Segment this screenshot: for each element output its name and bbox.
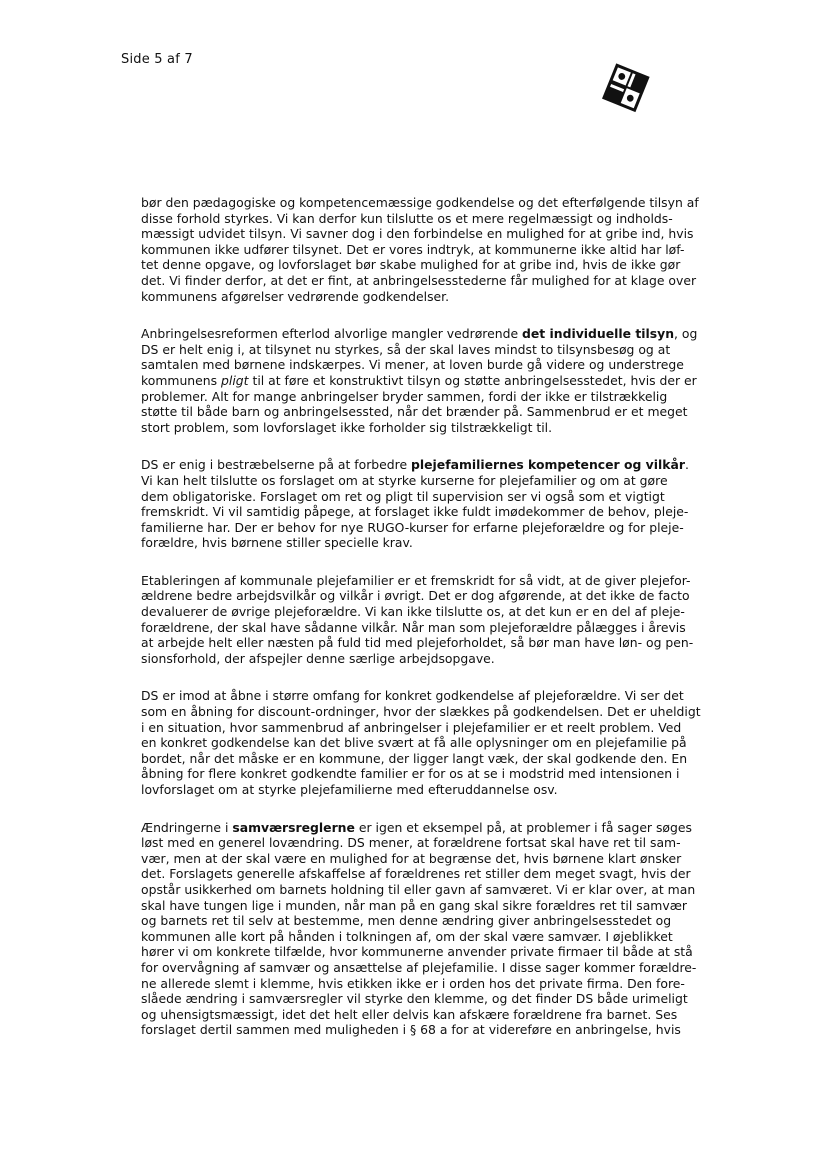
text-line: fremskridt. Vi vil samtidig påpege, at forslaget ikke fuldt imødekommer de behov, pleje- bbox=[141, 504, 689, 520]
paragraph bbox=[141, 195, 755, 304]
text-line: løst med en generel lovændring. DS mener, at forældrene fortsat skal have ret til sam- bbox=[141, 835, 681, 851]
page-number: Side 5 af 7 bbox=[121, 52, 193, 67]
text-line: kommunen alle kort på hånden i tolkningen af, om der skal være samvær. I øjeblikket bbox=[141, 928, 673, 944]
text-line: forældrene, der skal have sådanne vilkår. Når man som plejeforældre pålægges i årevis bbox=[141, 619, 686, 635]
text-line: stort problem, som lovforslaget ikke forholder sig tilstrækkeligt til. bbox=[141, 419, 553, 435]
text-line: sionsforhold, der afspejler denne særlige arbejdsopgave. bbox=[141, 650, 495, 666]
paragraph bbox=[141, 820, 755, 1038]
text-line: lovforslaget om at styrke plejefamilierne med efteruddannelse osv. bbox=[141, 782, 558, 797]
text-line: devaluerer de øvrige plejeforældre. Vi kan ikke tilslutte os, at det kun er en del af pleje- bbox=[141, 604, 685, 620]
text-segment: kommunens bbox=[141, 372, 222, 388]
text-line: DS er imod at åbne i større omfang for konkret godkendelse af plejeforældre. Vi ser det bbox=[141, 688, 684, 704]
text-segment: . bbox=[684, 457, 689, 473]
text-segment: til at føre et konstruktivt tilsyn og støtte anbringelsesstedet, hvis der er bbox=[248, 372, 697, 388]
text-line: familierne har. Der er behov for nye RUGO-kurser for erfarne plejeforældre og for pleje- bbox=[141, 519, 684, 535]
text-line: for overvågning af samvær og ansættelse af plejefamilie. I disse sager kommer forældre- bbox=[141, 959, 697, 975]
text-line: det. Vi finder derfor, at det er fint, at anbringelsesstederne får mulighed for at klage over bbox=[141, 272, 697, 288]
text-line: hører vi om konkrete tilfælde, hvor kommunerne anvender private firmaer til både at stå bbox=[141, 944, 693, 960]
text-line bbox=[141, 820, 755, 836]
text-line: opstår usikkerhed om barnets holdning til eller gavn af samværet. Vi er klar over, at man bbox=[141, 881, 696, 897]
text-line: en konkret godkendelse kan det blive svært at få alle oplysninger om en plejefamilie på bbox=[141, 735, 687, 751]
text-line: DS er helt enig i, at tilsynet nu styrkes, så der skal laves mindst to tilsynsbesøg og at bbox=[141, 341, 671, 357]
text-line bbox=[141, 373, 755, 389]
text-line: og uhensigtsmæssigt, idet det helt eller delvis kan afskære forældrene fra barnet. Ses bbox=[141, 1006, 678, 1022]
text-line: at arbejde helt eller næsten på fuld tid med plejeforholdet, så bør man have løn- og pen- bbox=[141, 635, 694, 651]
text-line bbox=[141, 326, 755, 342]
italic-emphasis: pligt bbox=[221, 372, 249, 388]
paragraph bbox=[141, 688, 755, 797]
text-line: bør den pædagogiske og kompetencemæssige godkendelse og det efterfølgende tilsyn af bbox=[141, 195, 699, 210]
text-line: ældrene bedre arbejdsvilkår og vilkår i øvrigt. Det er dog afgørende, at det ikke de facto bbox=[141, 588, 690, 604]
bold-emphasis: det individuelle tilsyn bbox=[522, 326, 675, 342]
organization-logo-icon bbox=[596, 60, 656, 120]
text-line: vær, men at der skal være en mulighed for at begrænse det, hvis børnene klart ønsker bbox=[141, 850, 682, 866]
text-line: forældre, hvis børnene stiller specielle krav. bbox=[141, 535, 413, 551]
text-segment: Ændringerne i bbox=[141, 819, 233, 835]
text-line: i en situation, hvor sammenbrud af anbringelser i plejefamilier er et reelt problem. Ved bbox=[141, 719, 682, 735]
text-line: som en åbning for discount-ordninger, hvor der slækkes på godkendelsen. Det er uheldigt bbox=[141, 704, 701, 720]
bold-emphasis: samværsreglerne bbox=[232, 819, 355, 835]
text-segment: , og bbox=[674, 326, 698, 342]
text-line bbox=[141, 457, 755, 473]
text-line: Etableringen af kommunale plejefamilier er et fremskridt for så vidt, at de giver plejefor- bbox=[141, 572, 691, 588]
text-line: dem obligatoriske. Forslaget om ret og pligt til supervision ser vi også som et vigtigt bbox=[141, 488, 665, 504]
paragraph bbox=[141, 326, 755, 435]
text-line: ne allerede slemt i klemme, hvis etikken ikke er i orden hos det private firma. Den fore- bbox=[141, 975, 685, 991]
text-line: åbning for flere konkret godkendte familier er for os at se i modstrid med intensionen i bbox=[141, 766, 680, 782]
text-line: slåede ændring i samværsregler vil styrke den klemme, og det finder DS både urimeligt bbox=[141, 991, 688, 1007]
text-line: det. Forslagets generelle afskaffelse af forældrenes ret stiller dem meget svagt, hvis der bbox=[141, 866, 691, 882]
text-line: samtalen med børnene indskærpes. Vi mener, at loven burde gå videre og understrege bbox=[141, 357, 684, 373]
paragraph bbox=[141, 573, 755, 667]
text-line: forslaget dertil sammen med muligheden i § 68 a for at videreføre en anbringelse, hvis bbox=[141, 1022, 681, 1038]
text-line: og barnets ret til selv at bestemme, men denne ændring giver anbringelsesstedet og bbox=[141, 913, 672, 929]
text-segment: DS er enig i bestræbelserne på at forbedre bbox=[141, 457, 412, 473]
text-line: støtte til både barn og anbringelsessted, når det brænder på. Sammenbrud er et meget bbox=[141, 404, 688, 420]
text-line: problemer. Alt for mange anbringelser bryder sammen, fordi der ikke er tilstrækkelig bbox=[141, 388, 668, 404]
text-line: bordet, når det måske er en kommune, der ligger langt væk, der skal godkende den. En bbox=[141, 750, 688, 766]
paragraph bbox=[141, 457, 755, 551]
text-line: tet denne opgave, og lovforslaget bør skabe mulighed for at gribe ind, hvis de ikke gør bbox=[141, 257, 681, 273]
text-line: Vi kan helt tilslutte os forslaget om at styrke kurserne for plejefamilier og om at gøre bbox=[141, 472, 668, 488]
text-line: kommunen ikke udfører tilsynet. Det er vores indtryk, at kommunerne ikke altid har løf- bbox=[141, 241, 685, 257]
text-line: kommunens afgørelser vedrørende godkendelser. bbox=[141, 288, 450, 304]
text-segment: er igen et eksempel på, at problemer i få sager søges bbox=[354, 819, 692, 835]
text-segment: Anbringelsesreformen efterlod alvorlige mangler vedrørende bbox=[141, 326, 523, 342]
text-line: skal have tungen lige i munden, når man på en gang skal sikre forældres ret til samvær bbox=[141, 897, 687, 913]
document-body bbox=[141, 195, 755, 1060]
text-line: disse forhold styrkes. Vi kan derfor kun tilslutte os et mere regelmæssigt og indholds- bbox=[141, 210, 673, 226]
bold-emphasis: plejefamiliernes kompetencer og vilkår bbox=[411, 457, 685, 473]
text-line: mæssigt udvidet tilsyn. Vi savner dog i den forbindelse en mulighed for at gribe ind, hvis bbox=[141, 226, 694, 242]
